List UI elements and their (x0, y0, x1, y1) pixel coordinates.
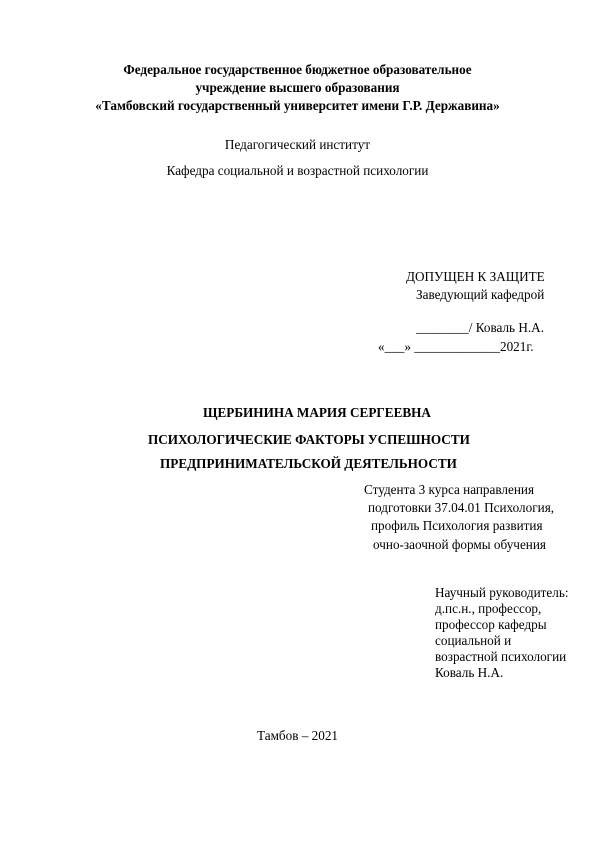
supervisor-line-6: Коваль Н.А. (435, 665, 504, 680)
supervisor-line-3: профессор кафедры (435, 617, 547, 632)
supervisor-line-2: д.пс.н., профессор, (435, 601, 542, 616)
student-info-line-4: очно-заочной формы обучения (373, 537, 546, 552)
supervisor-line-4: социальной и (435, 633, 512, 648)
student-info-line-2: подготовки 37.04.01 Психология, (368, 500, 555, 515)
thesis-title-line-1: ПСИХОЛОГИЧЕСКИЕ ФАКТОРЫ УСПЕШНОСТИ (148, 432, 470, 447)
header-line-2: учреждение высшего образования (195, 80, 400, 95)
approval-title: ДОПУЩЕН К ЗАЩИТЕ (406, 269, 545, 284)
date-line: «___» _____________2021г. (378, 339, 534, 354)
approval-role: Заведующий кафедрой (416, 287, 545, 302)
supervisor-line-1: Научный руководитель: (435, 585, 569, 600)
signature-line: ________/ Коваль Н.А. (416, 320, 544, 335)
thesis-title-line-2: ПРЕДПРИНИМАТЕЛЬСКОЙ ДЕЯТЕЛЬНОСТИ (160, 456, 457, 471)
university-name: «Тамбовский государственный университет имени Г.Р. Державина» (95, 98, 500, 113)
student-info-line-3: профиль Психология развития (371, 518, 543, 533)
institute-name: Педагогический институт (224, 137, 371, 152)
author-name: ЩЕРБИНИНА МАРИЯ СЕРГЕЕВНА (203, 405, 431, 420)
city-year: Тамбов – 2021 (256, 728, 339, 743)
student-info-line-1: Студента 3 курса направления (364, 482, 535, 497)
department-name: Кафедра социальной и возрастной психологии (166, 163, 429, 178)
supervisor-line-5: возрастной психологии (435, 649, 567, 664)
header-line-1: Федеральное государственное бюджетное образовательное (123, 62, 472, 77)
